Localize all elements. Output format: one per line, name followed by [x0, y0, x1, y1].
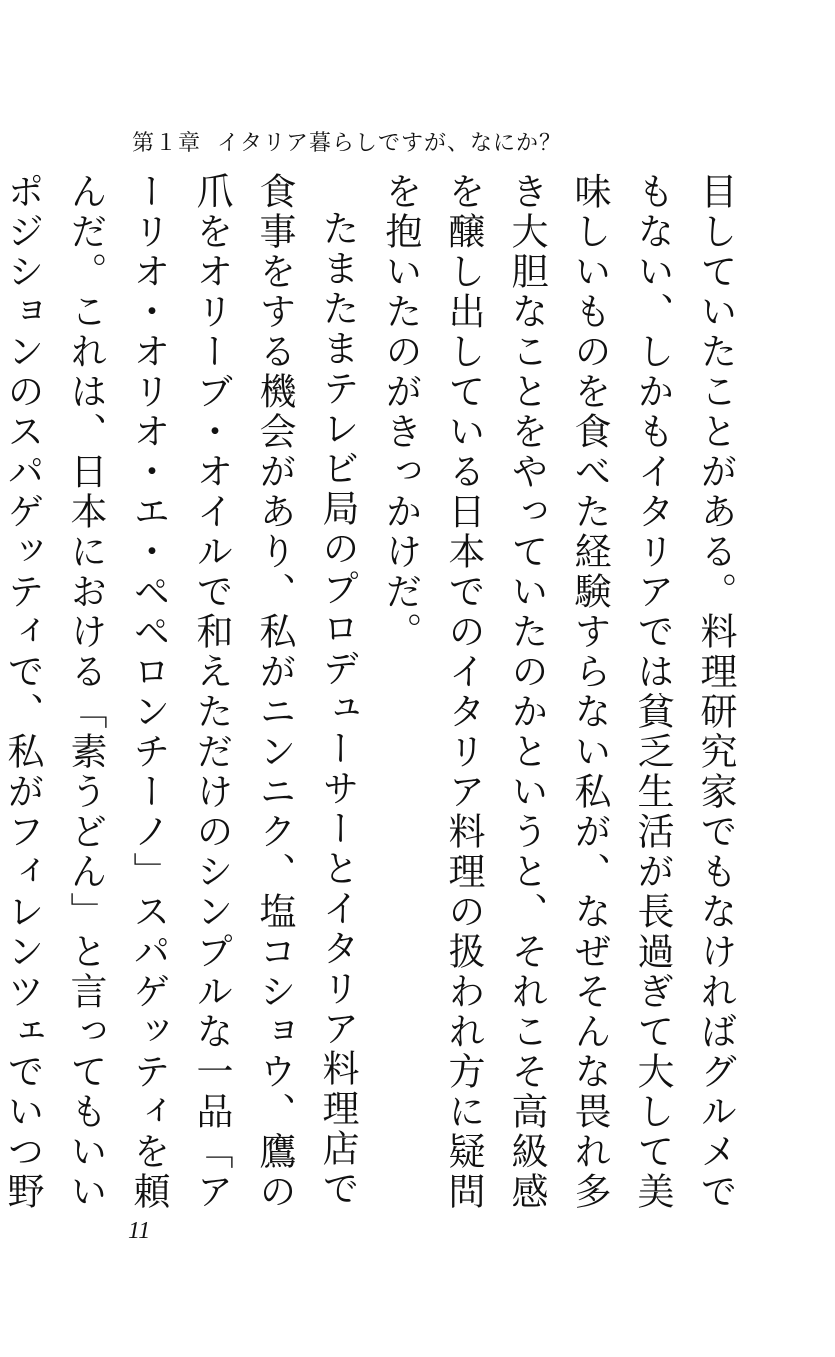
running-header [132, 126, 562, 157]
chapter-number: 第１章 [132, 131, 202, 156]
page-number: 11 [128, 1218, 151, 1244]
chapter-title: イタリア暮らしですが、なにか？ [217, 131, 563, 156]
body-text [0, 172, 747, 1224]
paragraph: たまたまテレビ局のプロデューサーとイタリア料理店で食事をする機会があり、私がニンニク、塩コショウ、鷹の爪をオリーブ・オイルで和えただけのシンプルな一品「アーリオ・オリオ・エ・ペペロンチーノ」スパゲッティを頼んだ。これは、日本における「素うどん」と言ってもいいポジションのスパゲッティで、私がフィレンツェでいつ野 [1, 172, 359, 1212]
paragraph: 目していたことがある。料理研究家でもなければグルメでもない、しかもイタリアでは貧乏生活が長過ぎて大して美味しいものを食べた経験すらない私が、なぜそんな畏れ多き大胆なことをやっていたのかというと、それこそ高級感を醸し出している日本でのイタリア料理の扱われ方に疑問を抱いたのがきっかけだ。 [379, 172, 737, 1212]
